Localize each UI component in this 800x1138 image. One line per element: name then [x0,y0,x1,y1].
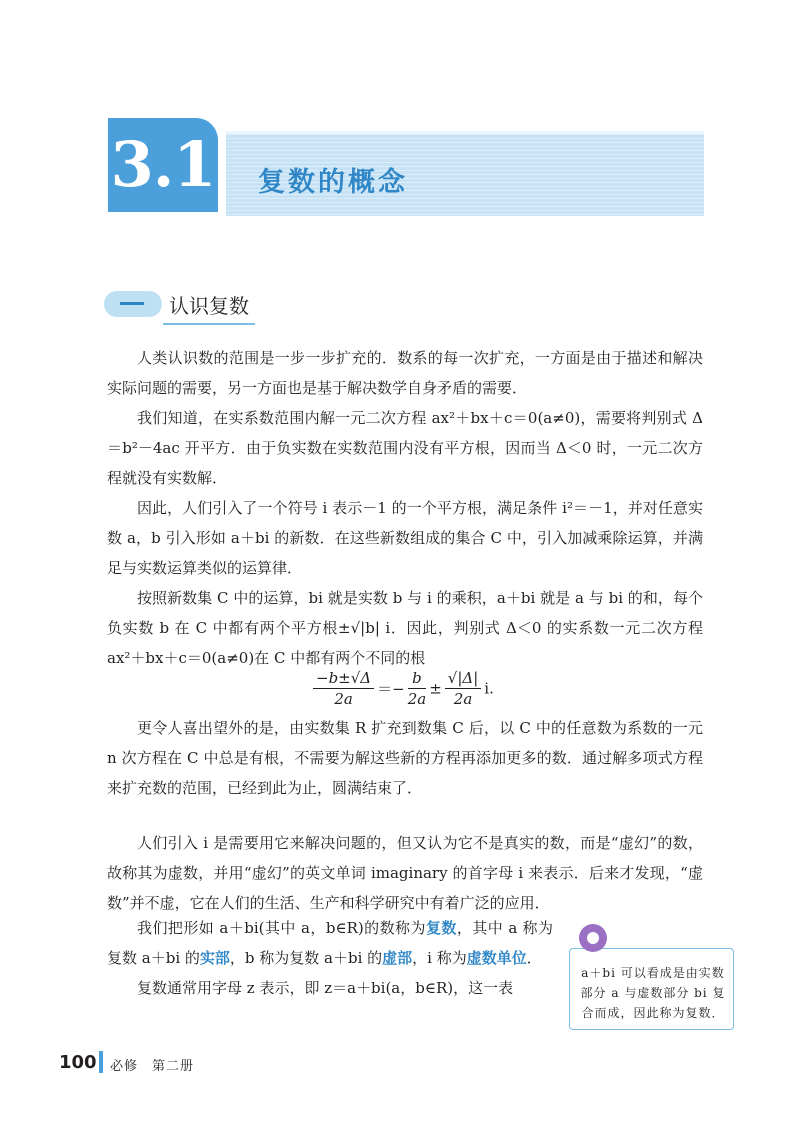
chapter-title: 复数的概念 [258,167,408,198]
term-complex-number: 复数 [425,919,457,937]
denominator: 2a [453,690,473,708]
section-marker-dash [120,302,144,305]
denominator: 2a [407,690,427,708]
term-real-part: 实部 [199,949,230,967]
text-run: ，其中 a 称为复数 a＋bi 的 [107,919,553,967]
term-imaginary-part: 虚部 [382,949,413,967]
paragraph: 按照新数集 C 中的运算，bi 就是实数 b 与 i 的乘积，a＋bi 就是 a 与 bi 的和，每个负实数 b 在 C 中都有两个平方根±√|b| i．因此，判别式 Δ＜0 的实系数一元二次方程 ax²＋bx＋c＝0(a≠0)在 C 中都有两个不同的根 [107,589,703,667]
paragraph: 人类认识数的范围是一步一步扩充的．数系的每一次扩充，一方面是由于描述和解决实际问题的需要，另一方面也是基于解决数学自身矛盾的需要． [107,349,703,397]
paragraph: 我们知道，在实系数范围内解一元二次方程 ax²＋bx＋c＝0(a≠0)，需要将判别式 Δ＝b²－4ac 开平方．由于负实数在实数范围内没有平方根，因而当 Δ＜0 时，一元二次方程就没有实数解． [107,409,703,487]
body-text-mid [107,713,703,803]
definition-paragraph [107,913,553,973]
fraction [313,668,374,709]
text-run: ，i 称为 [412,949,467,967]
paragraph: 因此，人们引入了一个符号 i 表示－1 的一个平方根，满足条件 i²＝－1，并对任意实数 a，b 引入形如 a＋bi 的新数．在这些新数组成的集合 C 中，引入加减乘除运算，并满足与实数运算类似的运算律． [107,499,703,577]
side-note-text: a＋bi 可以看成是由实数部分 a 与虚数部分 bi 复合而成，因此称为复数． [580,966,726,1020]
text-run: ，b 称为复数 a＋bi 的 [229,949,383,967]
plus-minus-sign: ± [429,679,442,698]
paragraph: 更令人喜出望外的是，由实数集 R 扩充到数集 C 后，以 C 中的任意数为系数的一元 n 次方程在 C 中总是有根，不需要为解这些新的方程再添加更多的数．通过解多项式方程来扩充数的范围，已经到此为止，圆满结束了． [107,719,703,797]
text-run: ． [526,949,542,967]
definition-text [107,913,553,1003]
body-text-imaginary [107,828,703,918]
text-run: 我们把形如 a＋bi(其中 a，b∈R)的数称为 [137,919,426,937]
fraction [408,668,427,709]
chapter-number: 3.1 [108,118,218,212]
denominator: 2a [334,690,353,708]
section-title: 认识复数 [163,290,255,325]
page-number: 100 [59,1052,97,1073]
fraction [445,668,482,709]
paragraph: 复数通常用字母 z 表示，即 z＝a＋bi(a，b∈R)，这一表 [137,979,514,997]
numerator: √|Δ| [445,668,482,689]
equals-sign: ＝− [377,680,405,698]
roots-formula [310,668,494,709]
paragraph: 人们引入 i 是需要用它来解决问题的，但又认为它不是真实的数，而是“虚幻”的数，故称其为虚数，并用“虚幻”的英文单词 imaginary 的首字母 i 来表示．后来才发现，“虚数”并不虚，它在人们的生活、生产和科学研究中有着广泛的应用． [107,834,703,912]
numerator: b [408,668,427,689]
spiral-note-icon [579,924,607,952]
imaginary-unit: i. [484,679,494,698]
term-imaginary-unit: 虚数单位 [466,949,527,967]
numerator: −b±√Δ [313,668,374,689]
footer-divider [99,1051,103,1073]
body-text-top [107,343,703,673]
book-label: 必修 第二册 [110,1059,195,1074]
